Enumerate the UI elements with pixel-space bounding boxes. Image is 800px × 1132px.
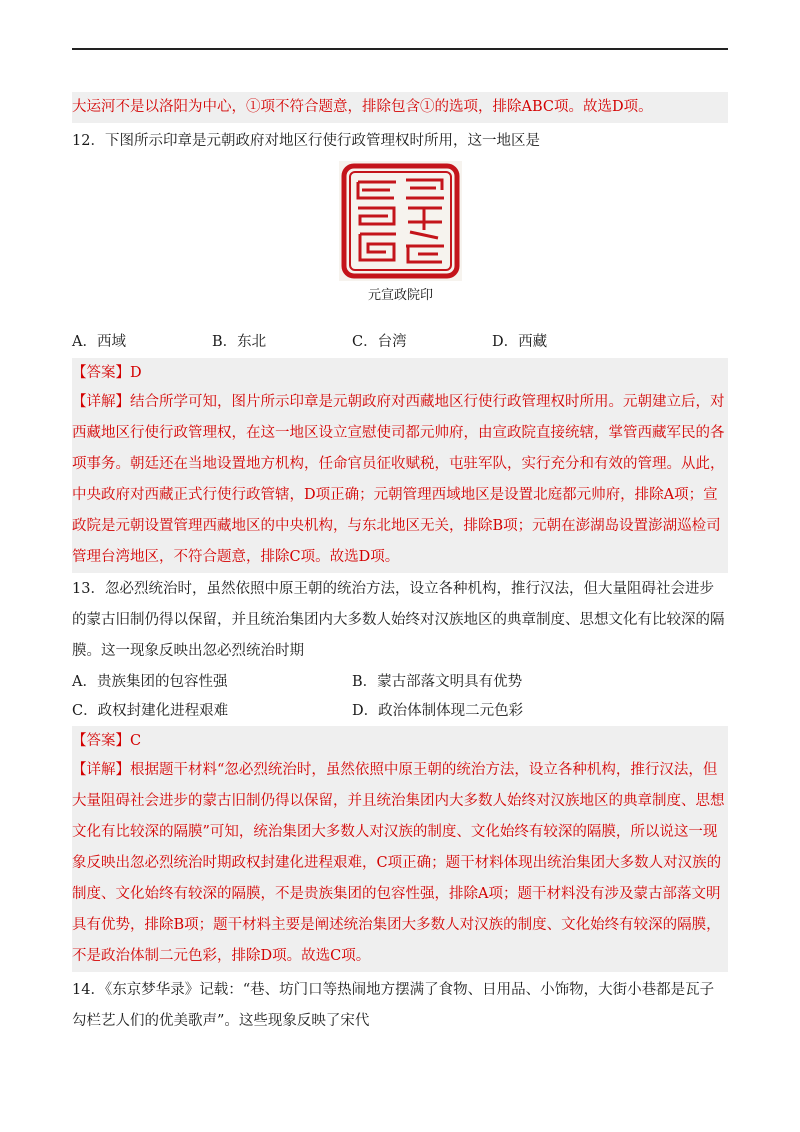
question-12-options (72, 327, 728, 358)
seal-icon (338, 160, 463, 282)
question-13-options-row1 (72, 667, 728, 698)
question-12-detail: 【详解】结合所学可知，图片所示印章是元朝政府对西藏地区行使行政管理权时所用。元朝建立后，对西藏地区行使行政管理权，在这一地区设立宣慰使司都元帅府，由宣政院直接统辖，掌管西藏军民的各项事务。朝廷还在当地设置地方机构，任命官员征收赋税，屯驻军队，实行充分和有效的管理。从此，中央政府对西藏正式行使行政管辖，D项正确；元朝管理西域地区是设置北庭都元帅府，排除A项；宣政院是元朝设置管理西藏地区的中央机构，与东北地区无关，排除B项；元朝在澎湖岛设置澎湖巡检司管理台湾地区，不符合题意，排除C项。故选D项。 (72, 387, 728, 573)
option-b: B．蒙古部落文明具有优势 (352, 674, 523, 690)
header-rule (72, 48, 728, 50)
option-c: C．政权封建化进程艰难 (72, 703, 229, 719)
question-13-stem: 13．忽必烈统治时，虽然依照中原王朝的统治方法，设立各种机构，推行汉法，但大量阻碍社会进步的蒙古旧制仍得以保留，并且统治集团内大多数人始终对汉族地区的典章制度、思想文化有比较深的隔膜。这一现象反映出忽必烈统治时期 (72, 581, 725, 659)
option-a: A．贵族集团的包容性强 (72, 674, 228, 690)
question-14-stem: 14．《东京梦华录》记载：“巷、坊门口等热闹地方摆满了食物、日用品、小饰物，大街小巷都是瓦子勾栏艺人们的优美歌声”。这些现象反映了宋代 (72, 982, 715, 1029)
option-c: C．台湾 (352, 334, 407, 350)
prev-answer-continuation: 大运河不是以洛阳为中心，①项不符合题意，排除包含①的选项，排除ABC项。故选D项。 (72, 92, 728, 123)
question-12-stem: 12．下图所示印章是元朝政府对地区行使行政管理权时所用，这一地区是 (72, 133, 540, 149)
question-13-answer: 【答案】C (72, 726, 728, 757)
seal-image (338, 160, 463, 305)
option-d: D．政治体制体现二元色彩 (352, 703, 524, 719)
option-a: A．西域 (72, 334, 126, 350)
option-b: B．东北 (212, 334, 267, 350)
question-13-options-row2 (72, 696, 728, 727)
question-12-answer: 【答案】D (72, 358, 728, 389)
seal-caption: 元宣政院印 (367, 288, 433, 303)
option-d: D．西藏 (492, 334, 548, 350)
question-13-detail: 【详解】根据题干材料“忽必烈统治时，虽然依照中原王朝的统治方法，设立各种机构，推行汉法，但大量阻碍社会进步的蒙古旧制仍得以保留，并且统治集团内大多数人始终对汉族地区的典章制度、思想文化有比较深的隔膜”可知，统治集团大多数人对汉族的制度、文化始终有较深的隔膜，所以说这一现象反映出忽必烈统治时期政权封建化进程艰难，C项正确；题干材料体现出统治集团大多数人对汉族的制度、文化始终有较深的隔膜，不是贵族集团的包容性强，排除A项；题干材料没有涉及蒙古部落文明具有优势，排除B项；题干材料主要是阐述统治集团大多数人对汉族的制度、文化始终有较深的隔膜，不是政治体制二元色彩，排除D项。故选C项。 (72, 755, 728, 972)
